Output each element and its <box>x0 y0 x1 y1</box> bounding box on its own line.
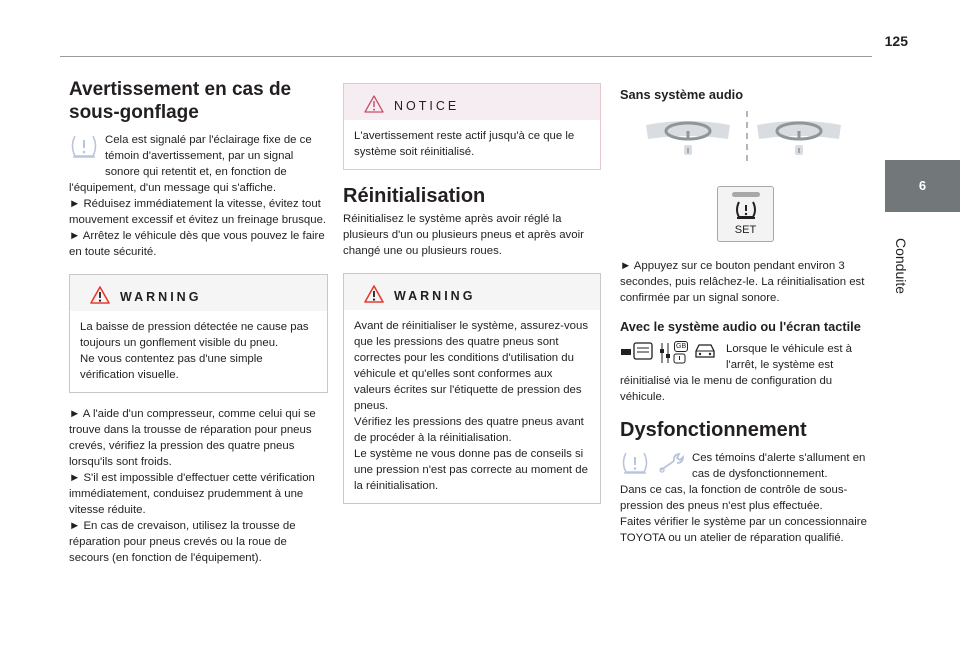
audio-reset-block <box>620 341 875 405</box>
warning-header <box>70 275 327 311</box>
notice-text: L'avertissement reste actif jusqu'à ce que le système soit réinitialisé. <box>354 130 575 158</box>
tpms-warning-icon <box>69 132 99 165</box>
with-audio-heading: Avec le système audio ou l'écran tactile <box>620 319 861 334</box>
header-rule <box>60 56 872 57</box>
audio-icons-group <box>620 341 718 368</box>
screen-icon <box>620 341 654 368</box>
malfunction-line-2: Dans ce cas, la fonction de contrôle de sous-pression des pneus n'est plus effectuée. <box>620 484 848 512</box>
chapter-label <box>889 225 913 315</box>
step-reduce-speed: ► Réduisez immédiatement la vitesse, évitez tout mouvement excessif et évitez un freinage brusque. <box>69 198 327 226</box>
steering-wheel-right-icon <box>755 117 843 162</box>
set-button-illustration[interactable] <box>717 186 774 242</box>
chapter-label-text: Conduite <box>893 237 909 295</box>
warning-body-reset <box>344 310 600 503</box>
notice-box <box>343 83 601 170</box>
without-audio-heading: Sans système audio <box>620 87 744 102</box>
column-right <box>620 86 875 546</box>
reset-warning-line-3: Le système ne vous donne pas de conseils si une pression n'est pas correcte au moment de la réinitialisation. <box>354 448 588 492</box>
audio-reset-text: Lorsque le véhicule est à l'arrêt, le système est réinitialisé via le menu de configuration du véhicule. <box>620 343 853 403</box>
gb-label: GB <box>676 343 687 350</box>
notice-triangle-icon <box>364 95 384 118</box>
warning-box-pressure <box>69 274 328 393</box>
divider-dashed-line <box>746 111 748 161</box>
reset-warning-line-1: Avant de réinitialiser le système, assurez-vous que les pressions des quatre pneus sont correctes pour les conditions d'utilisation du véhicule et qu'elles sont conformes aux valeurs écrites sur l'étiquette de pression des pneus. <box>354 320 589 412</box>
press-set-instruction: ► Appuyez sur ce bouton pendant environ 3 secondes, puis relâchez-le. La réinitialisation est confirmée par un signal sonore. <box>620 260 865 304</box>
column-left <box>69 78 328 566</box>
warning-title: WARNING <box>120 290 202 304</box>
settings-gb-icon <box>658 341 688 365</box>
warning-body <box>70 311 327 392</box>
wrench-service-icon <box>658 450 686 481</box>
page-number: 125 <box>884 33 908 49</box>
malfunction-heading: Dysfonctionnement <box>620 419 807 441</box>
warning-line-1: La baisse de pression détectée ne cause pas toujours un gonflement visible du pneu. <box>80 321 309 349</box>
reset-warning-line-2: Vérifiez les pressions des quatre pneus avant de procéder à la réinitialisation. <box>354 416 584 444</box>
tpms-icon <box>734 200 758 225</box>
malfunction-block <box>620 450 875 546</box>
underinflation-intro: Cela est signalé par l'éclairage fixe de ce témoin d'avertissement, par un signal sonore qui retentit et, en fonction de l'équipement, d'un message qui s'affiche. <box>69 134 312 194</box>
set-indicator-bar <box>732 192 760 197</box>
steering-wheel-left-icon <box>644 117 732 162</box>
column-middle <box>343 83 601 504</box>
warning-triangle-icon <box>90 286 110 309</box>
warning-box-reset <box>343 273 601 504</box>
notice-header <box>344 84 600 120</box>
warning-line-2: Ne vous contentez pas d'une simple vérification visuelle. <box>80 353 263 381</box>
warning-title-reset: WARNING <box>394 289 476 303</box>
step-stop-vehicle: ► Arrêtez le véhicule dès que vous pouvez le faire en toute sécurité. <box>69 230 325 258</box>
warning-triangle-icon <box>364 285 384 308</box>
reset-heading: Réinitialisation <box>343 185 486 207</box>
tpms-warning-icon <box>620 450 650 481</box>
vehicle-icon <box>692 341 718 366</box>
underinflation-intro-block <box>69 132 328 196</box>
step-check-pressure: ► A l'aide d'un compresseur, comme celui qui se trouve dans la trousse de réparation pour pneus crevés, vérifiez la pression des quatre pneus lorsqu'ils sont froids. <box>69 408 316 468</box>
step-puncture-kit: ► En cas de crevaison, utilisez la trousse de réparation pour pneus crevés ou la roue de secours (en fonction de l'équipement). <box>69 520 296 564</box>
step-drive-carefully: ► S'il est impossible d'effectuer cette vérification immédiatement, conduisez prudemment à une vitesse réduite. <box>69 472 315 516</box>
chapter-tab[interactable]: 6 <box>885 160 960 212</box>
warning-header-reset <box>344 274 600 310</box>
reset-intro: Réinitialisez le système après avoir réglé la plusieurs d'un ou plusieurs pneus et après avoir changé une ou plusieurs roues. <box>343 213 584 257</box>
notice-title: NOTICE <box>394 99 460 113</box>
dashboard-illustration <box>620 117 875 165</box>
malfunction-line-1: Ces témoins d'alerte s'allument en cas de dysfonctionnement. <box>692 452 866 480</box>
malfunction-icons <box>620 450 686 481</box>
malfunction-line-3: Faites vérifier le système par un concessionnaire TOYOTA ou un atelier de réparation qualifié. <box>620 516 867 544</box>
underinflation-heading: Avertissement en cas de sous-gonflage <box>69 79 292 123</box>
set-label: SET <box>734 224 757 236</box>
